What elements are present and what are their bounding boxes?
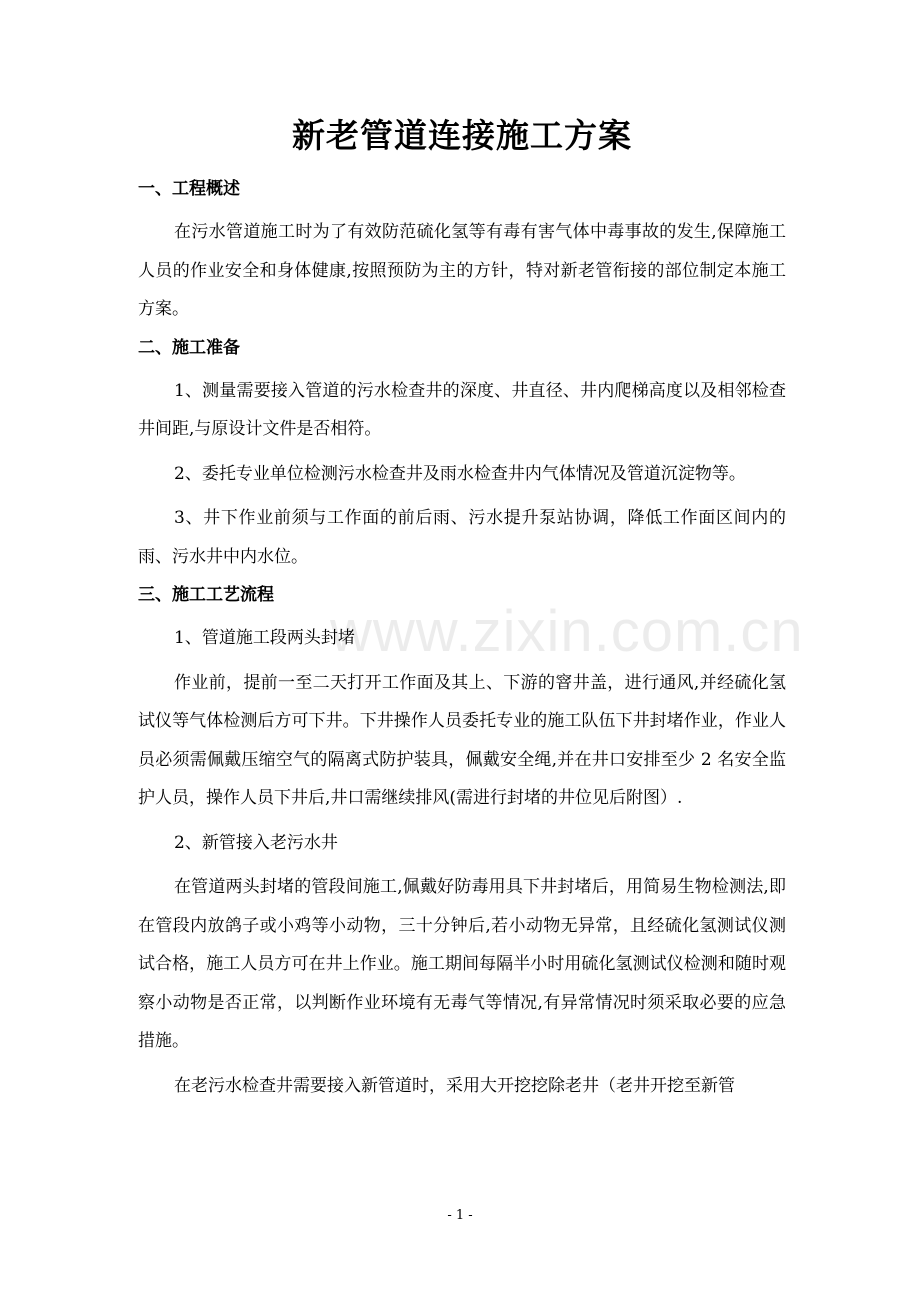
document-title: 新老管道连接施工方案 <box>292 116 632 155</box>
paragraph: 1、管道施工段两头封堵 <box>174 628 355 648</box>
paragraph: 作业前，提前一至二天打开工作面及其上、下游的窨井盖，进行通风,并经硫化氢试仪等气体检测后方可下井。下井操作人员委托专业的施工队伍下井封堵作业，作业人员必须需佩戴压缩空气的隔离式防护装具，佩戴安全绳,并在井口安排至少 2 名安全监护人员，操作人员下井后,井口需继续排风(需进行封堵的井位见后附图）. <box>138 672 786 808</box>
paragraph: 2、新管接入老污水井 <box>174 832 338 853</box>
watermark-text: www.zixin.com.cn <box>330 599 804 664</box>
paragraph: 2、委托专业单位检测污水检查井及雨水检查井内气体情况及管道沉淀物等。 <box>174 463 746 484</box>
section-heading: 三、施工工艺流程 <box>138 585 274 605</box>
section-preparation <box>138 335 786 577</box>
section-heading: 二、施工准备 <box>138 337 240 358</box>
section-heading: 一、工程概述 <box>138 179 240 199</box>
page-number: - 1 - <box>447 1208 473 1223</box>
paragraph: 在管道两头封堵的管段间施工,佩戴好防毒用具下井封堵后，用简易生物检测法,即在管段内放鸽子或小鸡等小动物，三十分钟后,若小动物无异常，且经硫化氢测试仪测试合格，施工人员方可在井上作业。施工期间每隔半小时用硫化氢测试仪检测和随时观察小动物是否正常，以判断作业环境有无毒气等情况,有异常情况时须采取必要的应急措施。 <box>138 877 786 1051</box>
section-process <box>138 582 786 1105</box>
paragraph: 在污水管道施工时为了有效防范硫化氢等有毒有害气体中毒事故的发生,保障施工人员的作业安全和身体健康,按照预防为主的方针，特对新老管衔接的部位制定本施工方案。 <box>138 222 786 319</box>
paragraph: 3、井下作业前须与工作面的前后雨、污水提升泵站协调，降低工作面区间内的雨、污水井中内水位。 <box>138 508 786 567</box>
paragraph: 在老污水检查井需要接入新管道时，采用大开挖挖除老井（老井开挖至新管 <box>174 1075 735 1096</box>
paragraph: 1、测量需要接入管道的污水检查井的深度、井直径、井内爬梯高度以及相邻检查井间距,与原设计文件是否相符。 <box>138 380 786 439</box>
document-body <box>138 112 786 1111</box>
section-overview <box>138 176 786 329</box>
